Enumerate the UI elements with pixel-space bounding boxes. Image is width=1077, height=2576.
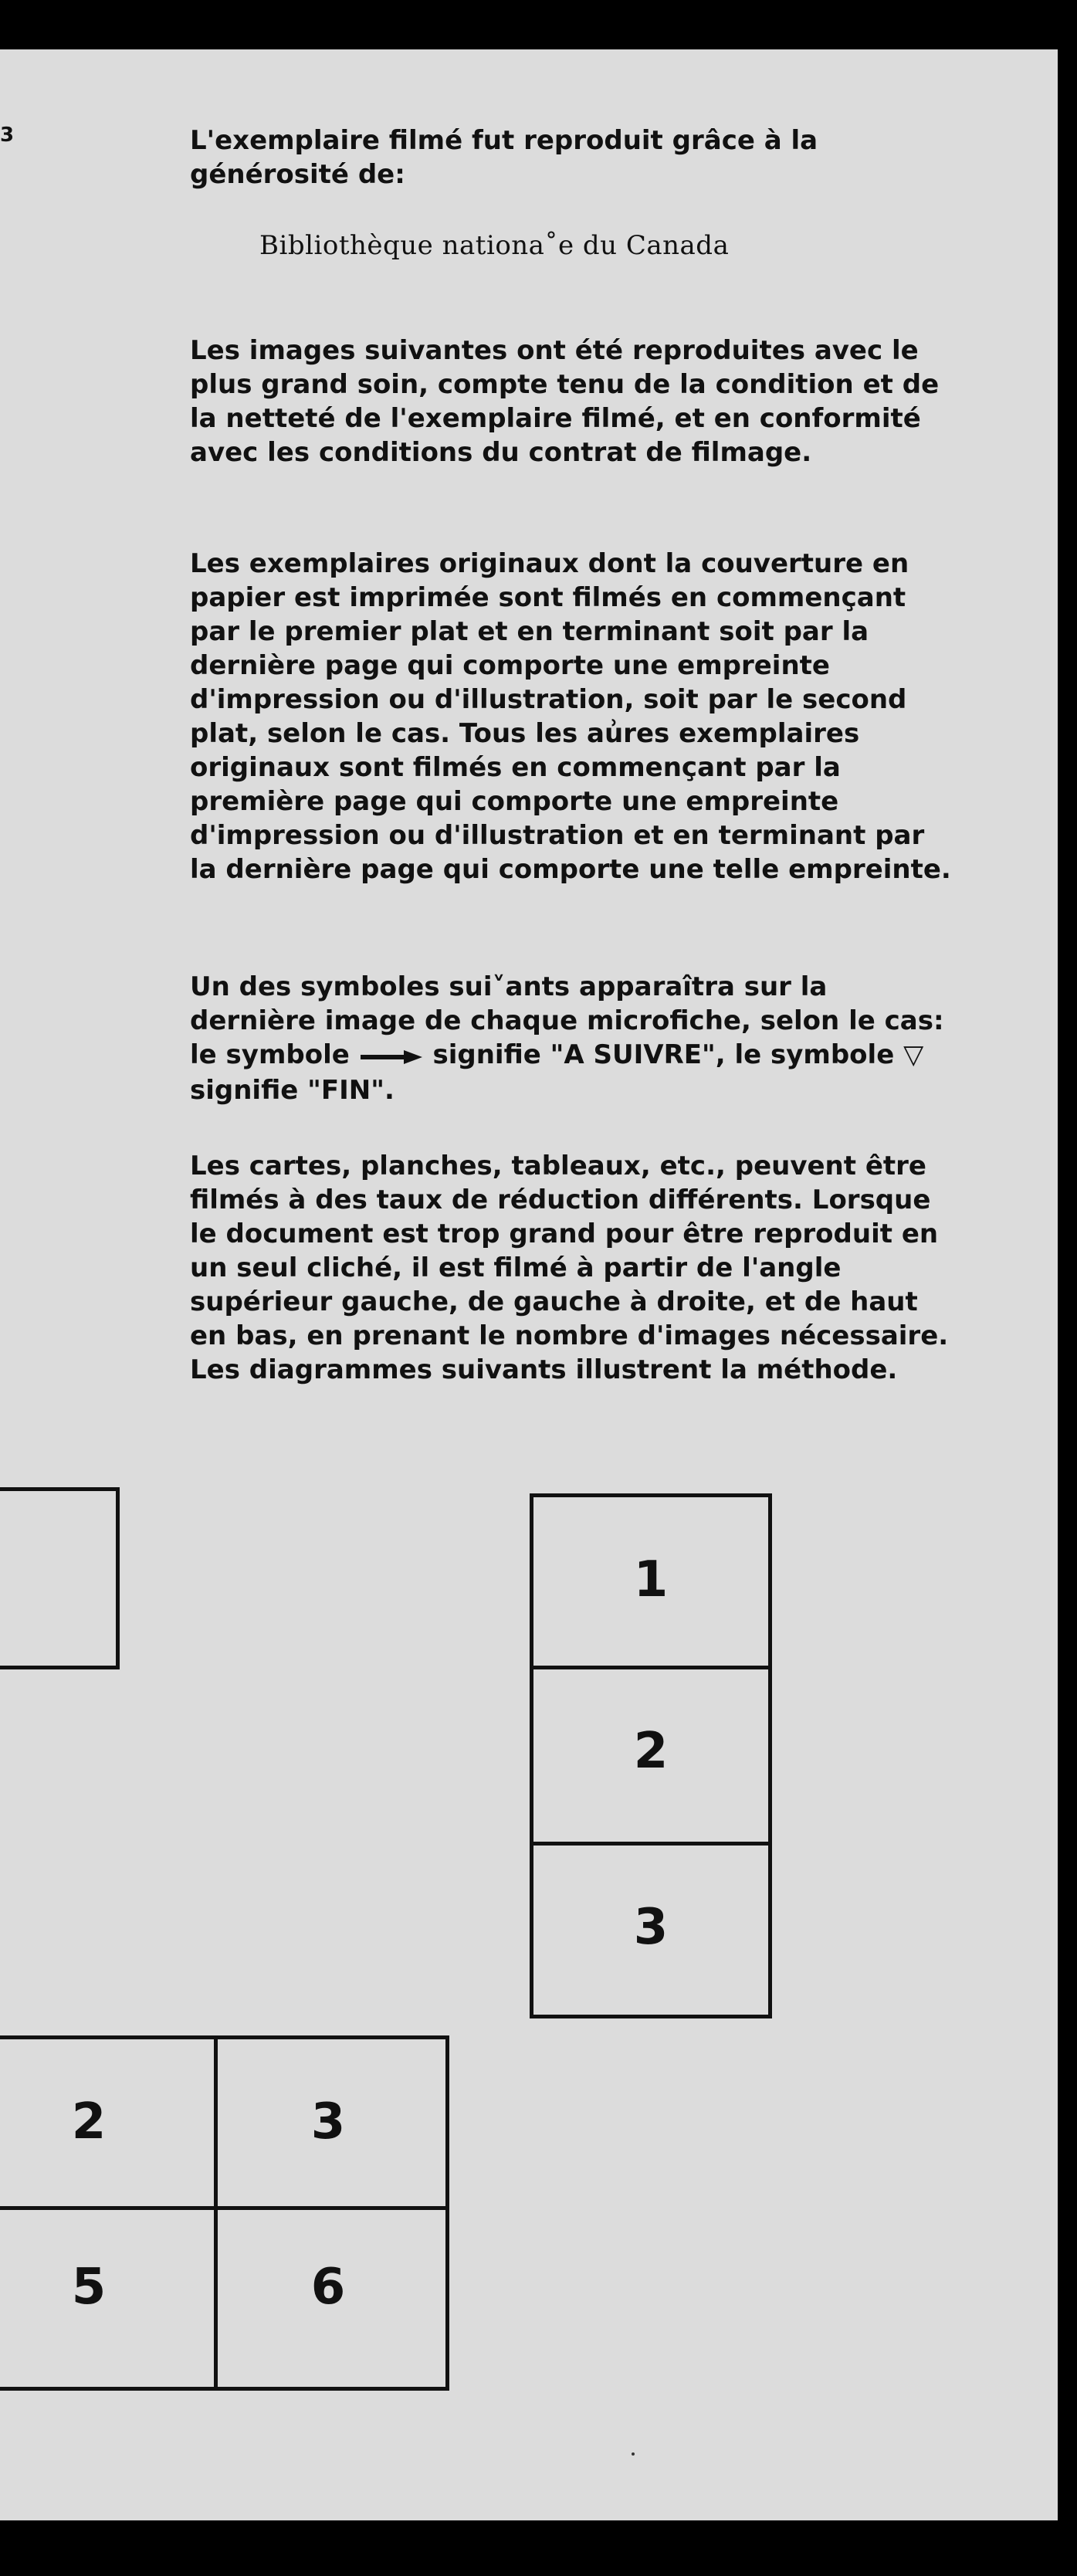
speck bbox=[632, 2452, 635, 2456]
diagram-column-divider-1 bbox=[533, 1666, 768, 1669]
edge-glyph: 3 bbox=[0, 124, 15, 147]
paragraph-reduction: Les cartes, planches, tableaux, etc., peuvent être filmés à des taux de réduction différents. Lorsque le document est trop grand pour être reproduit en un seul cliché, il est filmé à partir de l'angle supérieur gauche, de gauche à droite, et de haut en bas, en prenant le nombre d'images nécessaire. Les diagrammes suivants illustrent la méthode. bbox=[190, 1151, 949, 1385]
paragraph-originals: Les exemplaires originaux dont la couverture en papier est imprimée sont filmés en commençant par le premier plat et en terminant soit par la dernière page qui comporte une empreinte d'impression ou d'illustration, soit par le second plat, selon le cas. Tous les au͗res exemplaires originaux sont filmés en commençant par la première page qui comporte une empreinte d'impression ou d'illustration et en terminant par la dernière page qui comporte une telle empreinte. bbox=[190, 548, 951, 885]
diagram-partial-label bbox=[0, 1537, 12, 1595]
diagram-column-cell-3: 3 bbox=[633, 1899, 669, 1956]
symbols-text-part3: signifie "FIN". bbox=[190, 1074, 395, 1106]
symbols-text-part2: signifie "A SUIVRE", le symbole bbox=[432, 1039, 895, 1070]
triangle-icon: ▽ bbox=[903, 1039, 924, 1070]
diagram-partial-box bbox=[0, 1487, 120, 1669]
library-name: Bibliothèque nationa˚e du Canada bbox=[259, 230, 730, 261]
diagram-column bbox=[530, 1493, 772, 2018]
diagram-grid-cell-2: 2 bbox=[71, 2093, 107, 2151]
diagram-column-divider-2 bbox=[533, 1842, 768, 1846]
diagram-grid bbox=[0, 2035, 449, 2391]
diagram-grid-cell-6: 6 bbox=[310, 2259, 346, 2316]
symbols-text-part1: Un des symboles sui˅ants apparaîtra sur la dernière image de chaque microfiche, selon le cas: le symbole bbox=[190, 971, 944, 1070]
diagram-grid-cell-3: 3 bbox=[310, 2093, 346, 2151]
diagram-column-cell-1: 1 bbox=[633, 1551, 669, 1608]
diagram-column-cell-2: 2 bbox=[633, 1723, 669, 1780]
intro-text: L'exemplaire filmé fut reproduit grâce à la générosité de: bbox=[190, 125, 818, 190]
diagram-grid-vertical-divider bbox=[214, 2039, 218, 2387]
paragraph-symbols bbox=[190, 970, 954, 1107]
arrow-icon bbox=[359, 1039, 424, 1073]
diagram-grid-cell-5: 5 bbox=[71, 2259, 107, 2316]
paragraph-care: Les images suivantes ont été reproduites avec le plus grand soin, compte tenu de la condition et de la netteté de l'exemplaire filmé, et en conformité avec les conditions du contrat de filmage. bbox=[190, 335, 940, 468]
diagram-grid-horizontal-divider bbox=[0, 2206, 445, 2210]
